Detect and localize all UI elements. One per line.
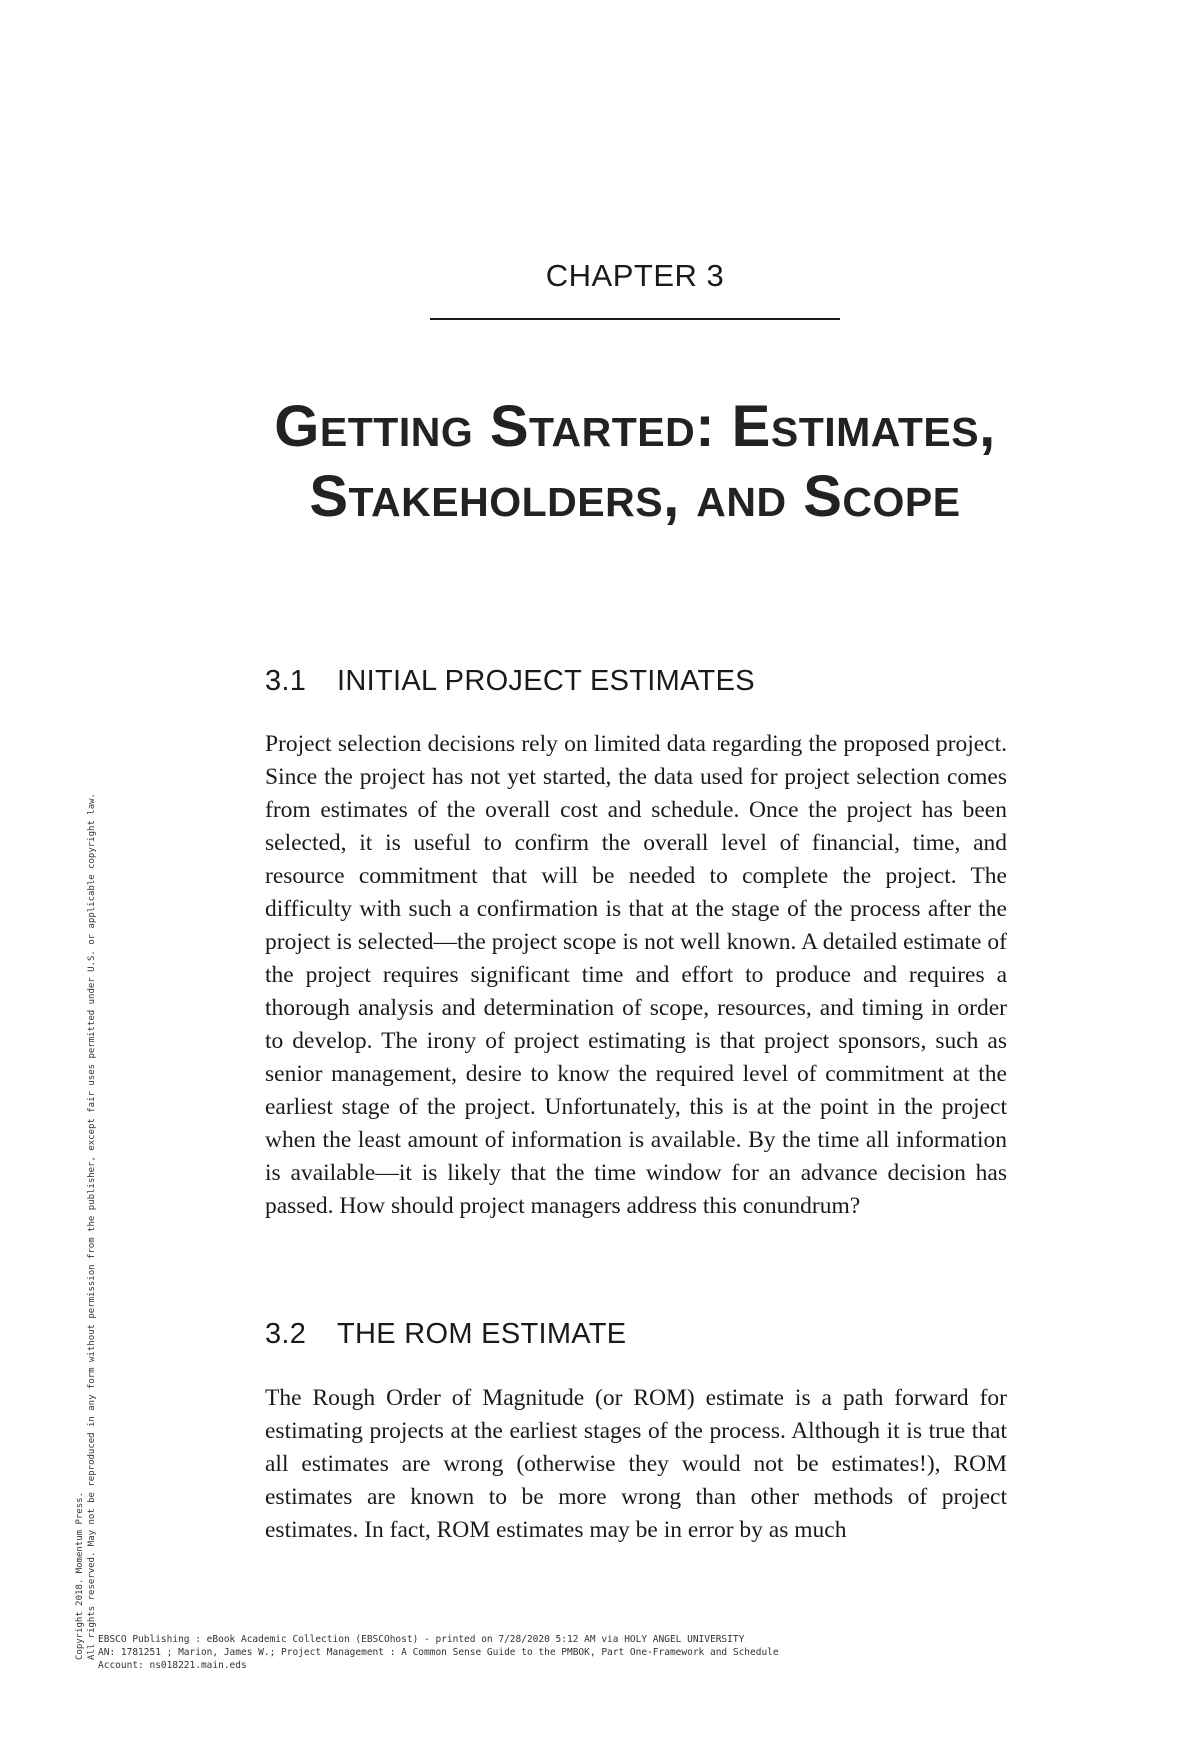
section-number: 3.2: [265, 1318, 307, 1350]
chapter-title-line-2: Stakeholders, and Scope: [309, 464, 961, 529]
copyright-line-2: All rights reserved. May not be reproduced in any form without permission from the publisher, except fair uses permitted under U.S. or applicable copyright law.: [87, 793, 97, 1660]
chapter-divider: [430, 318, 840, 320]
section-number: 3.1: [265, 665, 307, 697]
footer-line-3: Account: ns018221.main.eds: [98, 1660, 247, 1671]
chapter-title-line-1: Getting Started: Estimates,: [274, 394, 996, 459]
footer-line-2: AN: 1781251 ; Marion, James W.; Project Management : A Common Sense Guide to the PMBOK, Part One-Framework and Schedule: [98, 1647, 779, 1658]
chapter-title: [0, 392, 1200, 532]
print-footer-notice: [98, 1633, 998, 1672]
section-heading-3-2: [265, 1318, 1025, 1351]
chapter-label: CHAPTER 3: [545, 258, 725, 293]
section-heading-3-1: [265, 665, 1025, 698]
section-3-1-body: Project selection decisions rely on limited data regarding the proposed project. Since the project has not yet started, the data used for project selection comes from estimates of the overall cost and schedule. Once the project has been selected, it is useful to confirm the overall level of financial, time, and resource commitment that will be needed to complete the project. The difficulty with such a confirmation is that at the stage of the process after the project is selected—the project scope is not well known. A detailed estimate of the project requires significant time and effort to produce and requires a thorough analysis and determination of scope, resources, and timing in order to develop. The irony of project estimating is that project sponsors, such as senior management, desire to know the required level of commitment at the earliest stage of the project. Unfortunately, this is at the point in the project when the least amount of information is available. By the time all information is available—it is likely that the time window for an advance decision has passed. How should project managers address this conundrum?: [265, 731, 1007, 1219]
section-title: THE ROM ESTIMATE: [337, 1318, 627, 1350]
footer-line-1: EBSCO Publishing : eBook Academic Collection (EBSCOhost) - printed on 7/28/2020 5:12 AM via HOLY ANGEL UNIVERSITY: [98, 1634, 745, 1645]
section-title: INITIAL PROJECT ESTIMATES: [337, 665, 755, 697]
copyright-line-1: Copyright 2018. Momentum Press.: [75, 1492, 85, 1660]
section-3-2-body: The Rough Order of Magnitude (or ROM) estimate is a path forward for estimating projects at the earliest stages of the process. Although it is true that all estimates are wrong (otherwise they would not be estimates!), ROM estimates are known to be more wrong than other methods of project estimates. In fact, ROM estimates may be in error by as much: [265, 1385, 1007, 1543]
copyright-side-notice: [74, 580, 98, 1660]
